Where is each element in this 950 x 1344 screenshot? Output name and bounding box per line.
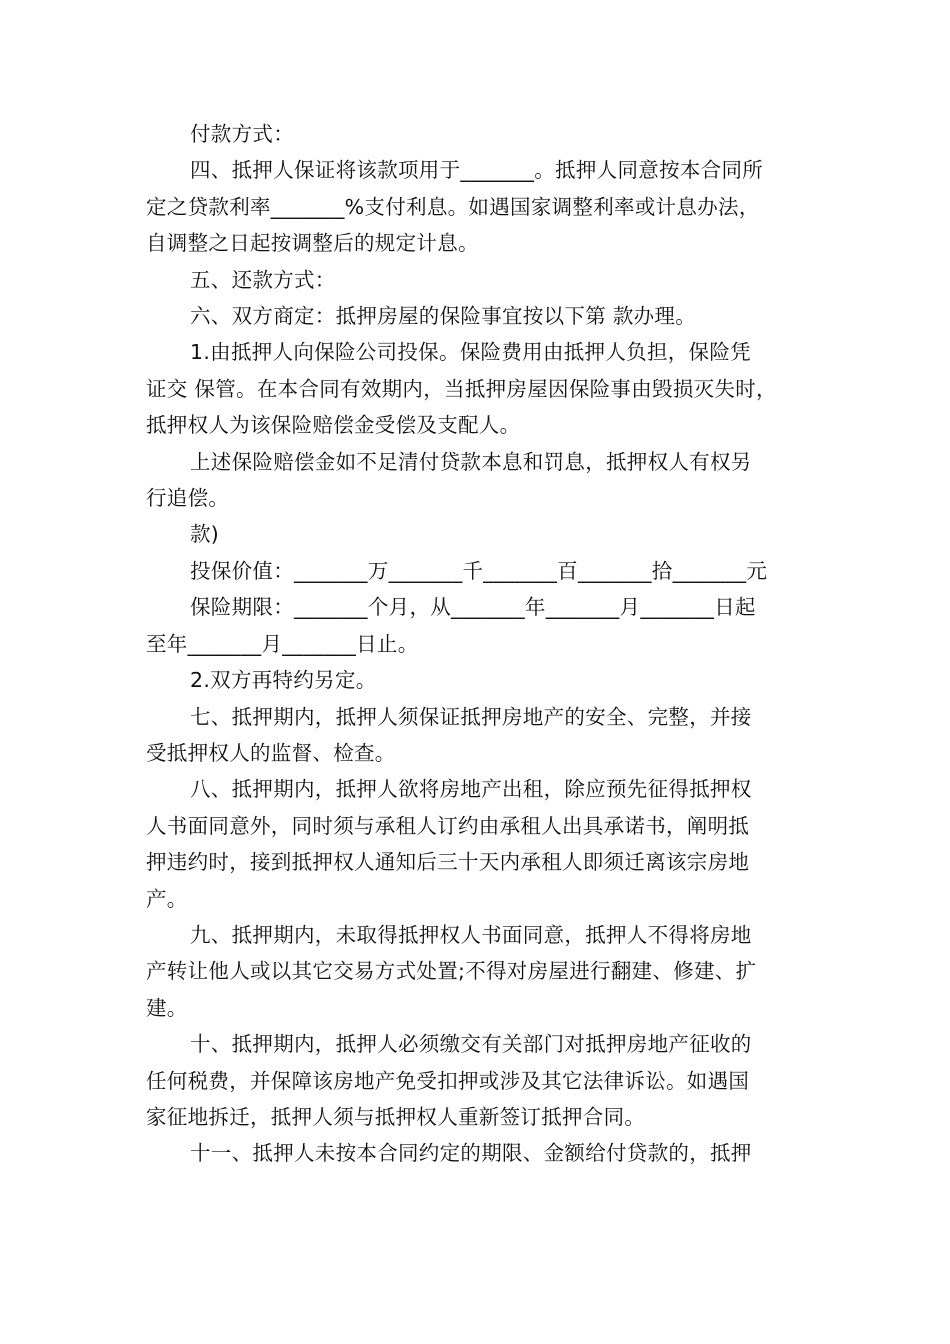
text-line: 行追偿。 (146, 486, 230, 511)
text-line: 抵押权人为该保险赔偿金受偿及支配人。 (146, 413, 521, 438)
text-line: 款) (190, 522, 220, 547)
text-line: 建。 (146, 995, 188, 1020)
text-line: 1.由抵押人向保险公司投保。保险费用由抵押人负担，保险凭 (190, 340, 751, 365)
text-line: 六、双方商定：抵押房屋的保险事宜按以下第 款办理。 (190, 304, 697, 329)
text-line: 付款方式： (190, 122, 294, 146)
text-line: 家征地拆迁，抵押人须与抵押权人重新签订抵押合同。 (146, 1104, 646, 1129)
paragraph-clause-4 (146, 152, 810, 261)
paragraph-clause-7 (146, 699, 810, 772)
text-line: 证交 保管。在本合同有效期内，当抵押房屋因保险事由毁损灭失时， (146, 376, 777, 401)
text-line: 投保价值：_______万_______千_______百_______拾_______元 (190, 558, 768, 583)
text-line: 九、抵押期内，未取得抵押权人书面同意，抵押人不得将房地 (190, 922, 752, 947)
paragraph-item-1 (146, 334, 810, 443)
text-line: 自调整之日起按调整后的规定计息。 (146, 231, 479, 256)
text-line: 至年_______月_______日止。 (146, 631, 419, 656)
text-line: 2.双方再特约另定。 (190, 668, 377, 693)
text-line: 产。 (146, 886, 188, 911)
text-line: 受抵押权人的监督、检查。 (146, 740, 396, 765)
document-page (146, 116, 810, 1172)
text-line: 保险期限：_______个月，从_______年_______月_______日起 (190, 595, 756, 620)
paragraph-kuan (146, 516, 810, 552)
text-line: 七、抵押期内，抵押人须保证抵押房地产的安全、完整，并接 (190, 704, 752, 729)
text-line: 十、抵押期内，抵押人必须缴交有关部门对抵押房地产征收的 (190, 1032, 752, 1057)
text-line: 定之贷款利率_______%支付利息。如遇国家调整利率或计息办法， (146, 194, 760, 219)
text-line: 押违约时，接到抵押权人通知后三十天内承租人即须迁离该宗房地 (146, 850, 750, 875)
text-line: 任何税费，并保障该房地产免受扣押或涉及其它法律诉讼。如遇国 (146, 1068, 750, 1093)
text-line: 人书面同意外，同时须与承租人订约由承租人出具承诺书，阐明抵 (146, 813, 750, 838)
paragraph-insured-value (146, 553, 810, 589)
text-line: 上述保险赔偿金如不足清付贷款本息和罚息，抵押权人有权另 (190, 449, 752, 474)
text-line: 四、抵押人保证将该款项用于_______。抵押人同意按本合同所 (190, 158, 764, 183)
paragraph-payment-method (146, 116, 810, 152)
paragraph-clause-6 (146, 298, 810, 334)
paragraph-clause-10 (146, 1026, 810, 1135)
paragraph-clause-9 (146, 917, 810, 1026)
paragraph-clause-11 (146, 1135, 810, 1171)
paragraph-item-2 (146, 662, 810, 698)
text-line: 产转让他人或以其它交易方式处置;不得对房屋进行翻建、修建、扩 (146, 959, 757, 984)
paragraph-clause-8 (146, 771, 810, 917)
text-line: 五、还款方式： (190, 267, 336, 292)
text-line: 八、抵押期内，抵押人欲将房地产出租，除应预先征得抵押权 (190, 777, 752, 802)
text-line: 十一、抵押人未按本合同约定的期限、金额给付贷款的，抵押 (190, 1141, 752, 1166)
paragraph-insurance-compensation (146, 444, 810, 517)
paragraph-clause-5 (146, 262, 810, 298)
paragraph-insurance-period (146, 589, 810, 662)
